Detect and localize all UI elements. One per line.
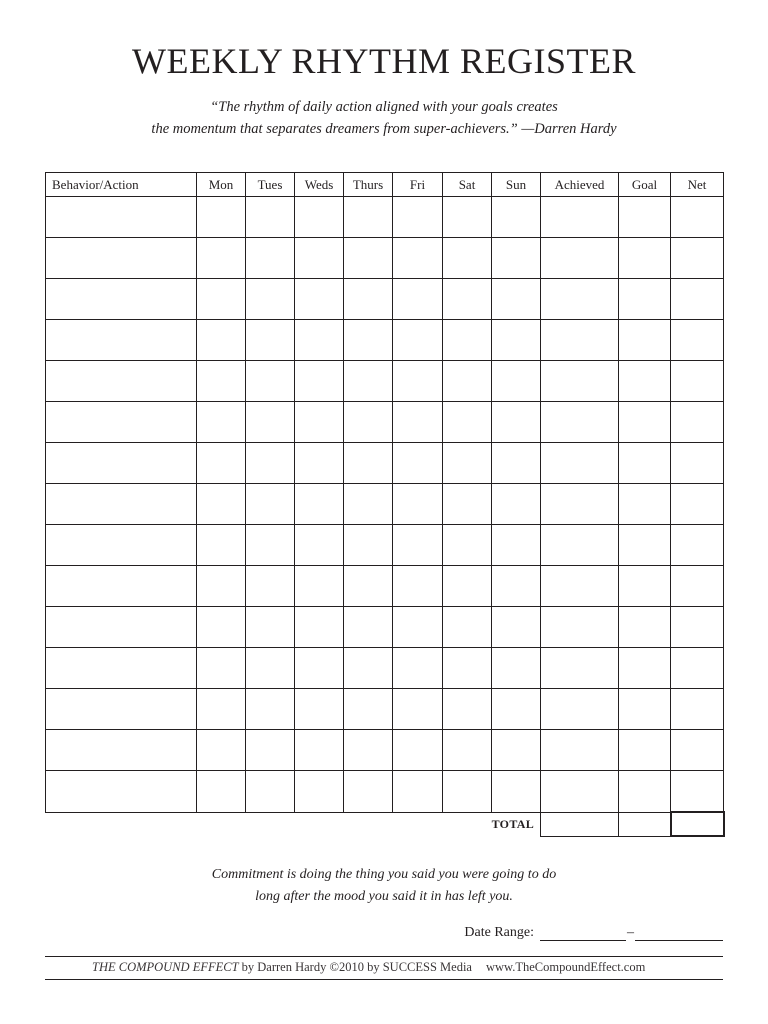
header-goal: Goal (619, 173, 671, 197)
commitment-line: Commitment is doing the thing you said you were going to do (211, 867, 557, 882)
goal-cell[interactable] (619, 361, 671, 402)
weds-cell[interactable] (295, 648, 344, 689)
commitment-quote (0, 864, 768, 908)
date-range-end-field[interactable] (635, 924, 723, 941)
weds-cell[interactable] (295, 320, 344, 361)
net-cell[interactable] (671, 361, 724, 402)
goal-cell[interactable] (619, 525, 671, 566)
mon-cell[interactable] (197, 689, 246, 730)
quote (0, 96, 768, 140)
commitment-line: long after the mood you said it in has left you. (255, 889, 513, 904)
total-net-cell[interactable] (671, 812, 724, 836)
thurs-cell[interactable] (344, 361, 393, 402)
behavior-action-cell[interactable] (46, 197, 197, 238)
sat-cell[interactable] (443, 484, 492, 525)
sat-cell[interactable] (443, 361, 492, 402)
sat-cell[interactable] (443, 607, 492, 648)
mon-cell[interactable] (197, 443, 246, 484)
tues-cell[interactable] (246, 484, 295, 525)
goal-cell[interactable] (619, 648, 671, 689)
mon-cell[interactable] (197, 361, 246, 402)
tues-cell[interactable] (246, 238, 295, 279)
weds-cell[interactable] (295, 443, 344, 484)
quote-line: the momentum that separates dreamers from super-achievers.” —Darren Hardy (151, 121, 617, 137)
fri-cell[interactable] (393, 566, 443, 607)
net-cell[interactable] (671, 402, 724, 443)
mon-cell[interactable] (197, 730, 246, 771)
net-cell[interactable] (671, 484, 724, 525)
goal-cell[interactable] (619, 771, 671, 813)
footer-website: www.TheCompoundEffect.com (485, 960, 646, 974)
achieved-cell[interactable] (541, 525, 619, 566)
fri-cell[interactable] (393, 197, 443, 238)
net-cell[interactable] (671, 607, 724, 648)
fri-cell[interactable] (393, 484, 443, 525)
mon-cell[interactable] (197, 771, 246, 813)
sun-cell[interactable] (492, 689, 541, 730)
fri-cell[interactable] (393, 689, 443, 730)
mon-cell[interactable] (197, 648, 246, 689)
goal-cell[interactable] (619, 689, 671, 730)
sun-cell[interactable] (492, 607, 541, 648)
net-cell[interactable] (671, 197, 724, 238)
mon-cell[interactable] (197, 320, 246, 361)
achieved-cell[interactable] (541, 443, 619, 484)
weds-cell[interactable] (295, 361, 344, 402)
tues-cell[interactable] (246, 689, 295, 730)
total-row-spacer (46, 812, 443, 836)
sat-cell[interactable] (443, 525, 492, 566)
thurs-cell[interactable] (344, 320, 393, 361)
weds-cell[interactable] (295, 771, 344, 813)
sun-cell[interactable] (492, 648, 541, 689)
net-cell[interactable] (671, 238, 724, 279)
behavior-action-cell[interactable] (46, 443, 197, 484)
sat-cell[interactable] (443, 402, 492, 443)
achieved-cell[interactable] (541, 402, 619, 443)
sat-cell[interactable] (443, 320, 492, 361)
fri-cell[interactable] (393, 648, 443, 689)
achieved-cell[interactable] (541, 361, 619, 402)
sun-cell[interactable] (492, 566, 541, 607)
net-cell[interactable] (671, 279, 724, 320)
fri-cell[interactable] (393, 443, 443, 484)
goal-cell[interactable] (619, 607, 671, 648)
sat-cell[interactable] (443, 771, 492, 813)
fri-cell[interactable] (393, 771, 443, 813)
fri-cell[interactable] (393, 607, 443, 648)
goal-cell[interactable] (619, 320, 671, 361)
tues-cell[interactable] (246, 771, 295, 813)
goal-cell[interactable] (619, 566, 671, 607)
sun-cell[interactable] (492, 525, 541, 566)
sat-cell[interactable] (443, 443, 492, 484)
behavior-action-cell[interactable] (46, 566, 197, 607)
net-cell[interactable] (671, 443, 724, 484)
thurs-cell[interactable] (344, 607, 393, 648)
header-net: Net (671, 173, 724, 197)
thurs-cell[interactable] (344, 279, 393, 320)
sat-cell[interactable] (443, 279, 492, 320)
fri-cell[interactable] (393, 730, 443, 771)
goal-cell[interactable] (619, 238, 671, 279)
achieved-cell[interactable] (541, 771, 619, 813)
table-row (46, 402, 724, 443)
tues-cell[interactable] (246, 648, 295, 689)
quote-line: “The rhythm of daily action aligned with your goals creates (210, 99, 558, 115)
total-label: TOTAL (443, 812, 541, 836)
sat-cell[interactable] (443, 197, 492, 238)
table-row (46, 607, 724, 648)
sun-cell[interactable] (492, 320, 541, 361)
tues-cell[interactable] (246, 279, 295, 320)
table-row (46, 689, 724, 730)
header-tues: Tues (246, 173, 295, 197)
thurs-cell[interactable] (344, 525, 393, 566)
fri-cell[interactable] (393, 361, 443, 402)
weds-cell[interactable] (295, 689, 344, 730)
table-row (46, 320, 724, 361)
achieved-cell[interactable] (541, 648, 619, 689)
mon-cell[interactable] (197, 525, 246, 566)
header-sun: Sun (492, 173, 541, 197)
tues-cell[interactable] (246, 320, 295, 361)
table-row (46, 484, 724, 525)
weds-cell[interactable] (295, 607, 344, 648)
sat-cell[interactable] (443, 566, 492, 607)
thurs-cell[interactable] (344, 484, 393, 525)
sat-cell[interactable] (443, 238, 492, 279)
achieved-cell[interactable] (541, 689, 619, 730)
tues-cell[interactable] (246, 443, 295, 484)
table-row (46, 361, 724, 402)
net-cell[interactable] (671, 566, 724, 607)
thurs-cell[interactable] (344, 402, 393, 443)
thurs-cell[interactable] (344, 566, 393, 607)
table-row (46, 525, 724, 566)
sun-cell[interactable] (492, 361, 541, 402)
weds-cell[interactable] (295, 730, 344, 771)
tues-cell[interactable] (246, 402, 295, 443)
fri-cell[interactable] (393, 320, 443, 361)
footer-book-title: THE COMPOUND EFFECT (92, 960, 239, 974)
weds-cell[interactable] (295, 402, 344, 443)
fri-cell[interactable] (393, 402, 443, 443)
sun-cell[interactable] (492, 402, 541, 443)
sat-cell[interactable] (443, 689, 492, 730)
behavior-action-cell[interactable] (46, 525, 197, 566)
table-row (46, 566, 724, 607)
thurs-cell[interactable] (344, 771, 393, 813)
mon-cell[interactable] (197, 279, 246, 320)
table-row (46, 443, 724, 484)
total-goal-cell[interactable] (619, 812, 671, 836)
fri-cell[interactable] (393, 525, 443, 566)
date-range-label: Date Range: (464, 925, 534, 940)
header-row (46, 173, 724, 197)
achieved-cell[interactable] (541, 566, 619, 607)
thurs-cell[interactable] (344, 197, 393, 238)
tues-cell[interactable] (246, 730, 295, 771)
sun-cell[interactable] (492, 730, 541, 771)
behavior-action-cell[interactable] (46, 279, 197, 320)
goal-cell[interactable] (619, 443, 671, 484)
header-mon: Mon (197, 173, 246, 197)
register-body (46, 197, 724, 813)
fri-cell[interactable] (393, 238, 443, 279)
net-cell[interactable] (671, 771, 724, 813)
footer-credit: by Darren Hardy ©2010 by SUCCESS Media (238, 960, 472, 974)
mon-cell[interactable] (197, 197, 246, 238)
weds-cell[interactable] (295, 197, 344, 238)
weds-cell[interactable] (295, 484, 344, 525)
thurs-cell[interactable] (344, 238, 393, 279)
header-thurs: Thurs (344, 173, 393, 197)
behavior-action-cell[interactable] (46, 484, 197, 525)
achieved-cell[interactable] (541, 320, 619, 361)
behavior-action-cell[interactable] (46, 361, 197, 402)
weds-cell[interactable] (295, 238, 344, 279)
net-cell[interactable] (671, 648, 724, 689)
thurs-cell[interactable] (344, 689, 393, 730)
achieved-cell[interactable] (541, 279, 619, 320)
sat-cell[interactable] (443, 730, 492, 771)
sun-cell[interactable] (492, 197, 541, 238)
behavior-action-cell[interactable] (46, 320, 197, 361)
thurs-cell[interactable] (344, 730, 393, 771)
total-achieved-cell[interactable] (541, 812, 619, 836)
footer (45, 956, 723, 980)
sun-cell[interactable] (492, 443, 541, 484)
behavior-action-cell[interactable] (46, 607, 197, 648)
weds-cell[interactable] (295, 279, 344, 320)
net-cell[interactable] (671, 730, 724, 771)
header-achieved: Achieved (541, 173, 619, 197)
fri-cell[interactable] (393, 279, 443, 320)
achieved-cell[interactable] (541, 484, 619, 525)
goal-cell[interactable] (619, 484, 671, 525)
behavior-action-cell[interactable] (46, 771, 197, 813)
total-row (46, 812, 724, 836)
goal-cell[interactable] (619, 279, 671, 320)
weds-cell[interactable] (295, 525, 344, 566)
sun-cell[interactable] (492, 238, 541, 279)
behavior-action-cell[interactable] (46, 402, 197, 443)
date-range-separator: – (627, 925, 634, 940)
thurs-cell[interactable] (344, 443, 393, 484)
header-weds: Weds (295, 173, 344, 197)
header-fri: Fri (393, 173, 443, 197)
goal-cell[interactable] (619, 730, 671, 771)
achieved-cell[interactable] (541, 238, 619, 279)
header-sat: Sat (443, 173, 492, 197)
behavior-action-cell[interactable] (46, 238, 197, 279)
table-row (46, 197, 724, 238)
tues-cell[interactable] (246, 525, 295, 566)
mon-cell[interactable] (197, 566, 246, 607)
tues-cell[interactable] (246, 197, 295, 238)
mon-cell[interactable] (197, 607, 246, 648)
header-behavior-action: Behavior/Action (46, 173, 197, 197)
goal-cell[interactable] (619, 402, 671, 443)
sun-cell[interactable] (492, 279, 541, 320)
net-cell[interactable] (671, 689, 724, 730)
behavior-action-cell[interactable] (46, 730, 197, 771)
achieved-cell[interactable] (541, 730, 619, 771)
net-cell[interactable] (671, 525, 724, 566)
achieved-cell[interactable] (541, 197, 619, 238)
mon-cell[interactable] (197, 238, 246, 279)
sat-cell[interactable] (443, 648, 492, 689)
table-row (46, 648, 724, 689)
page-title: WEEKLY RHYTHM REGISTER (131, 41, 636, 81)
sun-cell[interactable] (492, 484, 541, 525)
mon-cell[interactable] (197, 402, 246, 443)
date-range (464, 924, 723, 941)
table-row (46, 730, 724, 771)
mon-cell[interactable] (197, 484, 246, 525)
tues-cell[interactable] (246, 361, 295, 402)
table-row (46, 771, 724, 813)
behavior-action-cell[interactable] (46, 689, 197, 730)
table-row (46, 238, 724, 279)
date-range-start-field[interactable] (540, 924, 626, 941)
tues-cell[interactable] (246, 566, 295, 607)
rhythm-register-table (45, 172, 725, 837)
tues-cell[interactable] (246, 607, 295, 648)
table-row (46, 279, 724, 320)
thurs-cell[interactable] (344, 648, 393, 689)
weds-cell[interactable] (295, 566, 344, 607)
goal-cell[interactable] (619, 197, 671, 238)
net-cell[interactable] (671, 320, 724, 361)
achieved-cell[interactable] (541, 607, 619, 648)
sun-cell[interactable] (492, 771, 541, 813)
behavior-action-cell[interactable] (46, 648, 197, 689)
